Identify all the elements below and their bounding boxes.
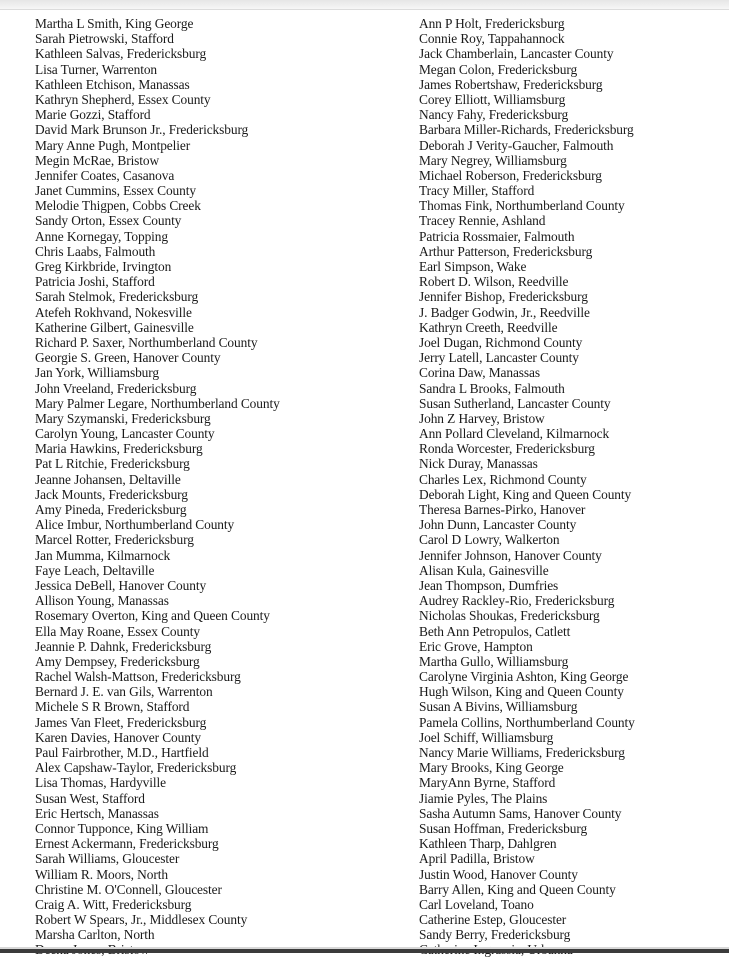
list-item: Deborah Light, King and Queen County (419, 486, 632, 502)
list-item: Susan Sutherland, Lancaster County (419, 395, 611, 411)
list-item: Nancy Marie Williams, Fredericksburg (419, 745, 625, 760)
list-item: Kathleen Salvas, Fredericksburg (35, 46, 207, 62)
list-item: Patricia Rossmaier, Falmouth (419, 228, 575, 244)
list-item: Deborah J Verity-Gaucher, Falmouth (419, 137, 614, 153)
page-top-edge (0, 0, 729, 10)
list-item: Mary Negrey, Williamsburg (419, 152, 567, 168)
list-item: Kathleen Etchison, Manassas (35, 76, 190, 92)
list-item: Jennifer Johnson, Hanover County (419, 547, 602, 563)
list-item: Audrey Rackley-Rio, Fredericksburg (419, 593, 615, 609)
list-item: James Van Fleet, Fredericksburg (35, 714, 207, 730)
list-item: Lisa Thomas, Hardyville (35, 775, 166, 791)
list-item: Hugh Wilson, King and Queen County (419, 684, 624, 700)
list-item: Greg Kirkbride, Irvington (35, 259, 172, 274)
list-item: Alisan Kula, Gainesville (419, 562, 549, 578)
list-item: Tracy Miller, Stafford (419, 183, 535, 199)
list-item: Anne Kornegay, Topping (35, 228, 168, 244)
list-item: Pat L Ritchie, Fredericksburg (35, 456, 190, 472)
list-item: Ernest Ackermann, Fredericksburg (35, 836, 219, 852)
list-item: Corina Daw, Manassas (419, 365, 540, 381)
list-item: Carolyne Virginia Ashton, King George (419, 669, 629, 685)
list-item: Martha Gullo, Williamsburg (419, 653, 569, 669)
list-item: Marie Gozzi, Stafford (35, 107, 151, 123)
list-item: Atefeh Rokhvand, Nokesville (35, 304, 192, 320)
list-item: Amy Dempsey, Fredericksburg (35, 653, 200, 669)
list-item: Jessica DeBell, Hanover County (35, 577, 207, 593)
list-item: April Padilla, Bristow (419, 851, 535, 867)
list-item: Chris Laabs, Falmouth (35, 243, 156, 259)
list-item: Alice Imbur, Northumberland County (35, 517, 235, 533)
list-item: Jan Mumma, Kilmarnock (35, 547, 171, 563)
list-item: Kathryn Shepherd, Essex County (35, 91, 211, 107)
list-item: Susan Hoffman, Fredericksburg (419, 820, 588, 836)
list-item: Sandra L Brooks, Falmouth (419, 380, 565, 396)
list-item: MaryAnn Byrne, Stafford (419, 775, 556, 791)
list-item: Nicholas Shoukas, Fredericksburg (419, 608, 600, 624)
list-item: Ann Pollard Cleveland, Kilmarnock (419, 426, 610, 442)
list-item: Lisa Turner, Warrenton (35, 61, 158, 77)
list-item: Christine M. O'Connell, Gloucester (35, 881, 222, 897)
list-item: Mary Brooks, King George (419, 760, 564, 776)
list-item: Barbara Miller-Richards, Fredericksburg (419, 122, 634, 138)
list-item: Mary Szymanski, Fredericksburg (35, 410, 211, 426)
list-item: John Dunn, Lancaster County (419, 517, 577, 533)
list-item: Marsha Carlton, North (35, 927, 155, 943)
list-item: Megin McRae, Bristow (35, 152, 160, 168)
list-item: Jeanne Johansen, Deltaville (35, 471, 181, 487)
list-item: Jennifer Coates, Casanova (35, 167, 175, 183)
list-item: Tracey Rennie, Ashland (419, 213, 546, 229)
bottom-scroll-edge (0, 949, 729, 953)
list-item: Jack Mounts, Fredericksburg (35, 486, 188, 502)
list-item: Katherine Gilbert, Gainesville (35, 319, 194, 335)
list-item: Michele S R Brown, Stafford (35, 699, 190, 715)
list-item: William R. Moors, North (35, 866, 168, 882)
list-item: Jennifer Bishop, Fredericksburg (419, 289, 588, 305)
list-item: Karen Davies, Hanover County (35, 729, 202, 745)
list-item: Susan West, Stafford (35, 790, 145, 806)
list-item: Eric Grove, Hampton (419, 638, 533, 654)
list-item: Jeannie P. Dahnk, Fredericksburg (35, 638, 212, 654)
list-item: John Z Harvey, Bristow (419, 410, 545, 426)
left-name-column (35, 16, 405, 958)
list-item: Jerry Latell, Lancaster County (419, 350, 579, 366)
list-item: Jiamie Pyles, The Plains (419, 790, 548, 806)
list-item: Ella May Roane, Essex County (35, 623, 200, 639)
list-item: Megan Colon, Fredericksburg (419, 61, 578, 77)
list-item: Allison Young, Manassas (35, 593, 169, 609)
list-item: Sandy Orton, Essex County (35, 213, 182, 229)
list-item: Arthur Patterson, Fredericksburg (419, 243, 593, 259)
list-item: Alex Capshaw-Taylor, Fredericksburg (35, 760, 237, 776)
list-item: Rosemary Overton, King and Queen County (35, 608, 270, 624)
list-item: Carl Loveland, Toano (419, 896, 534, 912)
list-item: John Vreeland, Fredericksburg (35, 380, 197, 396)
list-item: Carolyn Young, Lancaster County (35, 426, 215, 442)
list-item: Ann P Holt, Fredericksburg (419, 16, 565, 31)
list-item: Ronda Worcester, Fredericksburg (419, 441, 595, 457)
list-item: Joel Schiff, Williamsburg (419, 729, 554, 745)
list-item: J. Badger Godwin, Jr., Reedville (419, 304, 590, 320)
list-item: Carol D Lowry, Walkerton (419, 532, 560, 548)
list-item: Maria Hawkins, Fredericksburg (35, 441, 203, 457)
list-item: Sarah Pietrowski, Stafford (35, 31, 174, 47)
list-item: Mary Anne Pugh, Montpelier (35, 137, 191, 153)
list-item: Sandy Berry, Fredericksburg (419, 927, 571, 943)
list-item: Eric Hertsch, Manassas (35, 805, 159, 821)
list-item: Jan York, Williamsburg (35, 365, 159, 381)
list-item: Paul Fairbrother, M.D., Hartfield (35, 745, 209, 760)
list-item: Sasha Autumn Sams, Hanover County (419, 805, 622, 821)
list-item: Connor Tupponce, King William (35, 820, 209, 836)
list-item: Martha L Smith, King George (35, 16, 194, 31)
list-item: Earl Simpson, Wake (419, 259, 527, 274)
list-item: Amy Pineda, Fredericksburg (35, 502, 187, 517)
list-item: David Mark Brunson Jr., Fredericksburg (35, 122, 249, 138)
list-item: Theresa Barnes-Pirko, Hanover (419, 502, 586, 517)
list-item: Melodie Thigpen, Cobbs Creek (35, 198, 201, 214)
list-item: Bernard J. E. van Gils, Warrenton (35, 684, 213, 700)
list-item: Kathryn Creeth, Reedville (419, 319, 558, 335)
list-item: Thomas Fink, Northumberland County (419, 198, 625, 214)
list-item: Faye Leach, Deltaville (35, 562, 155, 578)
list-item: Marcel Rotter, Fredericksburg (35, 532, 194, 548)
list-item: Janet Cummins, Essex County (35, 183, 196, 199)
list-item: Beth Ann Petropulos, Catlett (419, 623, 571, 639)
list-item: Kathleen Tharp, Dahlgren (419, 836, 557, 852)
list-item: Pamela Collins, Northumberland County (419, 714, 635, 730)
list-item: Craig A. Witt, Fredericksburg (35, 896, 192, 912)
list-item: Robert W Spears, Jr., Middlesex County (35, 912, 248, 928)
list-item: Catherine Estep, Gloucester (419, 912, 567, 928)
list-item: Jack Chamberlain, Lancaster County (419, 46, 614, 62)
list-item: Corey Elliott, Williamsburg (419, 91, 566, 107)
list-item: Rachel Walsh-Mattson, Fredericksburg (35, 669, 241, 685)
list-item: Joel Dugan, Richmond County (419, 334, 583, 350)
list-item: Nick Duray, Manassas (419, 456, 538, 472)
list-item: Barry Allen, King and Queen County (419, 881, 616, 897)
list-item: Mary Palmer Legare, Northumberland County (35, 395, 280, 411)
list-item: Georgie S. Green, Hanover County (35, 350, 221, 366)
list-item: Sarah Williams, Gloucester (35, 851, 180, 867)
list-item: Michael Roberson, Fredericksburg (419, 167, 602, 183)
list-item: Richard P. Saxer, Northumberland County (35, 334, 258, 350)
list-item: Susan A Bivins, Williamsburg (419, 699, 578, 715)
list-item: Robert D. Wilson, Reedville (419, 274, 569, 290)
list-item: Connie Roy, Tappahannock (419, 31, 565, 47)
list-item: Justin Wood, Hanover County (419, 866, 578, 882)
list-item: Jean Thompson, Dumfries (419, 577, 559, 593)
list-item: James Robertshaw, Fredericksburg (419, 76, 603, 92)
list-item: Patricia Joshi, Stafford (35, 274, 155, 290)
list-item: Nancy Fahy, Fredericksburg (419, 107, 569, 123)
right-name-column (419, 16, 724, 958)
list-item: Charles Lex, Richmond County (419, 471, 587, 487)
list-item: Sarah Stelmok, Fredericksburg (35, 289, 199, 305)
